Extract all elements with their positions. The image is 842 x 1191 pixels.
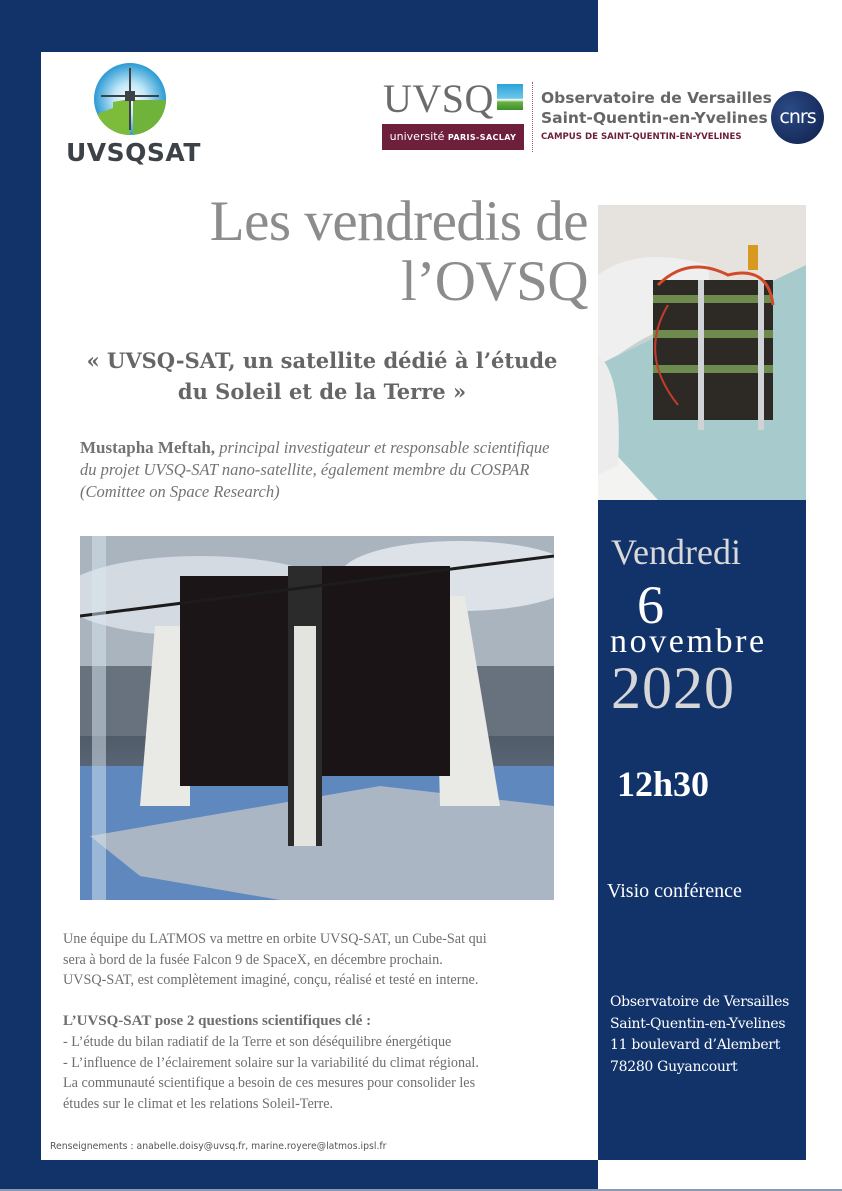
event-date: 6 [637, 575, 664, 635]
address-line: Observatoire de Versailles [610, 994, 789, 1010]
ovsq-line1: Observatoire de Versailles [541, 89, 772, 107]
address-line: 11 boulevard d’Alembert [610, 1037, 781, 1053]
uvsq-logo [381, 78, 525, 152]
logo-separator [532, 82, 533, 152]
questions-heading: L’UVSQ-SAT pose 2 questions scientifiques clé : [63, 1013, 372, 1030]
talk-title-line2: du Soleil et de la Terre » [177, 379, 467, 404]
paris-saclay-badge [382, 124, 524, 150]
satellite-photo [80, 536, 554, 900]
question-item: - L’étude du bilan radiatif de la Terre et son déséquilibre énergétique [63, 1033, 452, 1050]
sunrise-icon [497, 84, 523, 110]
universite-label: université [389, 130, 445, 143]
event-format: Visio conférence [607, 880, 742, 902]
intro-line: UVSQ-SAT, est complètement imaginé, conçu, réalisé et testé en interne. [63, 972, 479, 989]
uvsq-wordmark: UVSQ [383, 76, 494, 121]
speaker-name: Mustapha Meftah, [80, 438, 216, 457]
title-line1: Les vendredis de [209, 190, 588, 253]
conclusion-line: études sur le climat et les relations Soleil-Terre. [63, 1095, 334, 1112]
cnrs-logo: cnrs [771, 91, 824, 144]
event-address [610, 992, 789, 1078]
navy-top-band [0, 0, 598, 52]
uvsqsat-wordmark: UVSQSAT [66, 138, 201, 167]
title-line2: l’OVSQ [400, 250, 588, 313]
paris-saclay-label: PARIS-SACLAY [447, 133, 517, 142]
talk-title-line1: « UVSQ-SAT, un satellite dédié à l’étude [86, 348, 558, 373]
event-month: novembre [610, 623, 767, 660]
ovsq-logo [541, 88, 772, 142]
event-year: 2020 [611, 655, 735, 721]
question-item: - L’influence de l’éclairement solaire sur la variabilité du climat régional. [63, 1054, 479, 1071]
talk-title [56, 345, 588, 407]
intro-line: Une équipe du LATMOS va mettre en orbite UVSQ-SAT, un Cube-Sat qui [63, 931, 487, 947]
event-day: Vendredi [611, 532, 741, 572]
uvsqsat-logo [66, 62, 201, 172]
speaker-info [80, 437, 570, 503]
conclusion-line: La communauté scientifique a besoin de ces mesures pour consolider les [63, 1075, 476, 1092]
ovsq-campus: CAMPUS DE SAINT-QUENTIN-EN-YVELINES [541, 132, 742, 142]
navy-left-band [0, 0, 41, 1191]
contact-info: Renseignements : anabelle.doisy@uvsq.fr, marine.royere@latmos.ipsl.fr [50, 1141, 387, 1152]
intro-line: sera à bord de la fusée Falcon 9 de SpaceX, en décembre prochain. [63, 951, 443, 968]
navy-bottom-band [0, 1160, 598, 1191]
event-time: 12h30 [617, 764, 710, 804]
description [63, 929, 583, 1114]
address-line: Saint-Quentin-en-Yvelines [610, 1015, 786, 1032]
address-line: 78280 Guyancourt [610, 1058, 738, 1075]
speaker-role: principal investigateur et responsable scientifique du projet UVSQ-SAT nano-satellite, également membre du COSPAR (Comittee on Space Research) [80, 438, 550, 501]
cubesat-hand-photo [598, 205, 806, 500]
ovsq-line2: Saint-Quentin-en-Yvelines [541, 109, 768, 127]
page-title [160, 192, 588, 312]
uvsqsat-emblem-icon [93, 62, 167, 136]
